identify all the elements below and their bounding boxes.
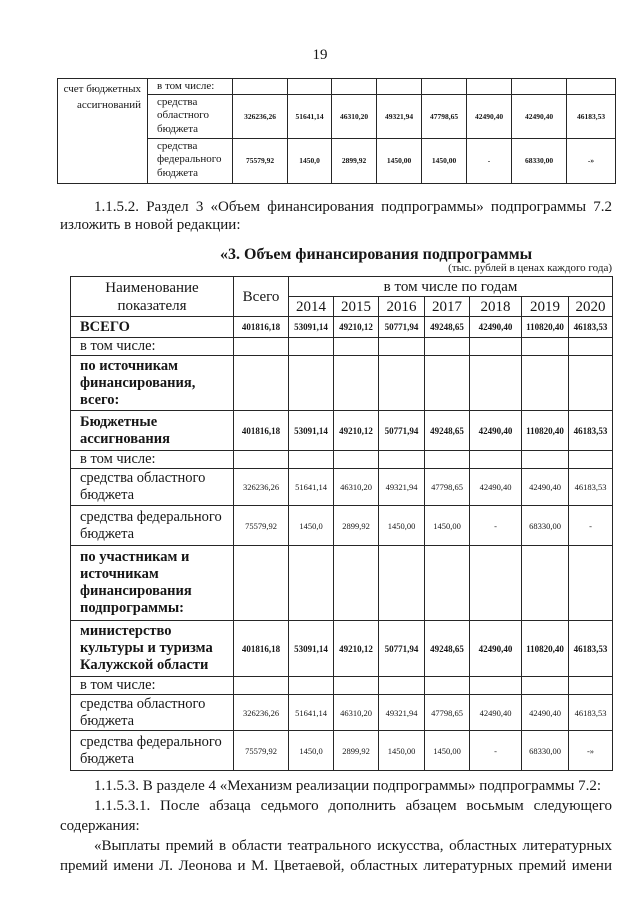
value-cell xyxy=(422,79,467,95)
value-cell: 49248,65 xyxy=(425,621,470,677)
value-cell xyxy=(332,79,377,95)
value-cell: 46183,53 xyxy=(569,469,613,506)
value-cell xyxy=(425,356,470,411)
row-label: в том числе: xyxy=(71,338,234,356)
value-cell: 2899,92 xyxy=(334,506,379,546)
value-cell: 1450,0 xyxy=(288,138,332,183)
value-cell: 46183,53 xyxy=(569,411,613,451)
value-cell xyxy=(569,338,613,356)
paragraph-line: содержания: xyxy=(60,818,140,834)
value-cell: 2899,92 xyxy=(332,138,377,183)
value-cell xyxy=(470,356,522,411)
value-cell: 51641,14 xyxy=(289,469,334,506)
value-cell: 110820,40 xyxy=(522,621,569,677)
value-cell: 1450,0 xyxy=(289,506,334,546)
value-cell xyxy=(470,677,522,695)
value-cell: 50771,94 xyxy=(379,317,425,338)
value-cell: 401816,18 xyxy=(234,621,289,677)
table-row xyxy=(71,338,613,356)
value-cell xyxy=(234,546,289,621)
value-cell: 1450,00 xyxy=(422,138,467,183)
paragraph-line: 1.1.5.2. Раздел 3 «Объем финансирования подпрограммы» подпрограммы 7.2 xyxy=(94,199,612,215)
table-row xyxy=(71,451,613,469)
value-cell xyxy=(425,338,470,356)
section-title: «3. Объем финансирования подпрограммы xyxy=(220,246,533,263)
value-cell: 1450,00 xyxy=(379,506,425,546)
table-row xyxy=(71,506,613,546)
row-label: по источникам финансирования, всего: xyxy=(71,356,234,411)
paragraphs-section-4 xyxy=(60,776,612,876)
value-cell: -» xyxy=(567,138,616,183)
value-cell xyxy=(334,451,379,469)
paragraph-line: 1.1.5.3. В разделе 4 «Механизм реализации подпрограммы» подпрограммы 7.2: xyxy=(94,778,602,794)
value-cell: 47798,65 xyxy=(425,469,470,506)
value-cell: 326236,26 xyxy=(234,695,289,731)
table-row xyxy=(71,546,613,621)
value-cell: 46183,53 xyxy=(569,317,613,338)
value-cell xyxy=(470,451,522,469)
row-label: Бюджетные ассигнования xyxy=(71,411,234,451)
value-cell: 46183,53 xyxy=(569,695,613,731)
value-cell: - xyxy=(470,731,522,771)
value-cell xyxy=(234,677,289,695)
table-row xyxy=(71,411,613,451)
value-cell: 53091,14 xyxy=(289,317,334,338)
value-cell: 1450,00 xyxy=(377,138,422,183)
value-cell xyxy=(289,451,334,469)
value-cell xyxy=(425,677,470,695)
paragraph-line: премий имени Л. Леонова и М. Цветаевой, областных литературных премий имени xyxy=(60,858,612,874)
value-cell xyxy=(289,338,334,356)
paragraph-1-1-5-2 xyxy=(60,198,612,234)
row-label: средства областного бюджета xyxy=(71,695,234,731)
row-label: средства областного бюджета xyxy=(148,94,233,138)
page-number: 19 xyxy=(312,47,328,63)
value-cell: 49248,65 xyxy=(425,411,470,451)
value-cell xyxy=(470,546,522,621)
value-cell: 49321,94 xyxy=(377,94,422,138)
value-cell: 42490,40 xyxy=(467,94,512,138)
value-cell: 47798,65 xyxy=(425,695,470,731)
value-cell: 42490,40 xyxy=(470,621,522,677)
row-label: средства федерального бюджета xyxy=(148,138,233,183)
header-by-years: в том числе по годам xyxy=(289,277,613,297)
value-cell: - xyxy=(467,138,512,183)
value-cell: 75579,92 xyxy=(234,506,289,546)
value-cell xyxy=(289,546,334,621)
paragraph-line: «Выплаты премий в области театрального искусства, областных литературных xyxy=(94,838,612,854)
value-cell xyxy=(334,338,379,356)
value-cell: 1450,00 xyxy=(379,731,425,771)
value-cell: 49321,94 xyxy=(379,695,425,731)
value-cell: 326236,26 xyxy=(233,94,288,138)
value-cell: 46183,53 xyxy=(569,621,613,677)
header-year: 2017 xyxy=(425,297,470,317)
value-cell xyxy=(567,79,616,95)
value-cell: 75579,92 xyxy=(234,731,289,771)
value-cell xyxy=(334,546,379,621)
value-cell xyxy=(377,79,422,95)
value-cell xyxy=(289,356,334,411)
value-cell: 49210,12 xyxy=(334,317,379,338)
value-cell: 49321,94 xyxy=(379,469,425,506)
header-total: Всего xyxy=(234,277,289,317)
row-label: средства областного бюджета xyxy=(71,469,234,506)
value-cell xyxy=(288,79,332,95)
value-cell xyxy=(569,451,613,469)
value-cell xyxy=(379,546,425,621)
value-cell: 75579,92 xyxy=(233,138,288,183)
row-label: средства федерального бюджета xyxy=(71,731,234,771)
header-name: Наименование показателя xyxy=(71,277,234,317)
value-cell: - xyxy=(470,506,522,546)
value-cell xyxy=(470,338,522,356)
table-header xyxy=(71,277,613,317)
value-cell xyxy=(234,451,289,469)
table-row xyxy=(58,79,616,95)
row-label: по участникам и источникам финансирования подпрограммы: xyxy=(71,546,234,621)
value-cell: 68330,00 xyxy=(522,506,569,546)
table-row xyxy=(71,677,613,695)
header-year: 2015 xyxy=(334,297,379,317)
value-cell: 110820,40 xyxy=(522,411,569,451)
value-cell: 51641,14 xyxy=(288,94,332,138)
value-cell: 49210,12 xyxy=(334,411,379,451)
value-cell xyxy=(289,677,334,695)
value-cell xyxy=(379,677,425,695)
value-cell: 49210,12 xyxy=(334,621,379,677)
continuation-table xyxy=(57,78,616,184)
value-cell xyxy=(522,356,569,411)
value-cell xyxy=(569,356,613,411)
value-cell: 1450,00 xyxy=(425,731,470,771)
value-cell: - xyxy=(569,506,613,546)
value-cell: 2899,92 xyxy=(334,731,379,771)
value-cell: 46310,20 xyxy=(332,94,377,138)
value-cell: 42490,40 xyxy=(470,695,522,731)
value-cell xyxy=(522,677,569,695)
value-cell: 50771,94 xyxy=(379,621,425,677)
value-cell xyxy=(425,546,470,621)
value-cell: 42490,40 xyxy=(522,695,569,731)
value-cell xyxy=(467,79,512,95)
value-cell: 401816,18 xyxy=(234,411,289,451)
financing-table-body xyxy=(71,317,613,771)
header-year: 2016 xyxy=(379,297,425,317)
value-cell: -» xyxy=(569,731,613,771)
value-cell: 46183,53 xyxy=(567,94,616,138)
value-cell: 401816,18 xyxy=(234,317,289,338)
row-label: в том числе: xyxy=(71,451,234,469)
value-cell xyxy=(569,677,613,695)
row-label: в том числе: xyxy=(148,79,233,95)
value-cell xyxy=(522,451,569,469)
value-cell: 42490,40 xyxy=(470,411,522,451)
value-cell: 42490,40 xyxy=(522,469,569,506)
value-cell xyxy=(233,79,288,95)
value-cell: 326236,26 xyxy=(234,469,289,506)
table-row xyxy=(71,356,613,411)
units-note: (тыс. рублей в ценах каждого года) xyxy=(448,262,612,274)
value-cell: 53091,14 xyxy=(289,411,334,451)
value-cell xyxy=(334,356,379,411)
table-row xyxy=(71,695,613,731)
row-label: ВСЕГО xyxy=(71,317,234,338)
header-year: 2014 xyxy=(289,297,334,317)
value-cell xyxy=(569,546,613,621)
value-cell xyxy=(234,338,289,356)
value-cell: 1450,00 xyxy=(425,506,470,546)
value-cell xyxy=(379,451,425,469)
value-cell: 42490,40 xyxy=(470,317,522,338)
value-cell xyxy=(234,356,289,411)
value-cell: 46310,20 xyxy=(334,469,379,506)
value-cell: 51641,14 xyxy=(289,695,334,731)
value-cell: 110820,40 xyxy=(522,317,569,338)
value-cell xyxy=(379,356,425,411)
value-cell xyxy=(522,338,569,356)
value-cell: 68330,00 xyxy=(512,138,567,183)
table-row xyxy=(71,731,613,771)
value-cell: 49248,65 xyxy=(425,317,470,338)
paragraph-line: изложить в новой редакции: xyxy=(60,217,241,233)
first-column-label: счет бюджетных ассигнований xyxy=(58,79,148,184)
continuation-table-body xyxy=(58,79,616,184)
value-cell: 47798,65 xyxy=(422,94,467,138)
value-cell xyxy=(522,546,569,621)
value-cell: 68330,00 xyxy=(522,731,569,771)
value-cell: 42490,40 xyxy=(512,94,567,138)
value-cell: 1450,0 xyxy=(289,731,334,771)
header-year: 2019 xyxy=(522,297,569,317)
header-row xyxy=(71,277,613,297)
value-cell xyxy=(512,79,567,95)
row-label: средства федерального бюджета xyxy=(71,506,234,546)
table-row xyxy=(71,469,613,506)
value-cell: 46310,20 xyxy=(334,695,379,731)
table-row xyxy=(71,317,613,338)
value-cell: 53091,14 xyxy=(289,621,334,677)
value-cell xyxy=(334,677,379,695)
financing-table xyxy=(70,276,613,771)
value-cell xyxy=(379,338,425,356)
row-label: министерство культуры и туризма Калужской области xyxy=(71,621,234,677)
value-cell: 42490,40 xyxy=(470,469,522,506)
table-row xyxy=(71,621,613,677)
row-label: в том числе: xyxy=(71,677,234,695)
header-year: 2018 xyxy=(470,297,522,317)
value-cell: 50771,94 xyxy=(379,411,425,451)
paragraph-line: 1.1.5.3.1. После абзаца седьмого дополнить абзацем восьмым следующего xyxy=(94,798,612,814)
value-cell xyxy=(425,451,470,469)
header-year: 2020 xyxy=(569,297,613,317)
